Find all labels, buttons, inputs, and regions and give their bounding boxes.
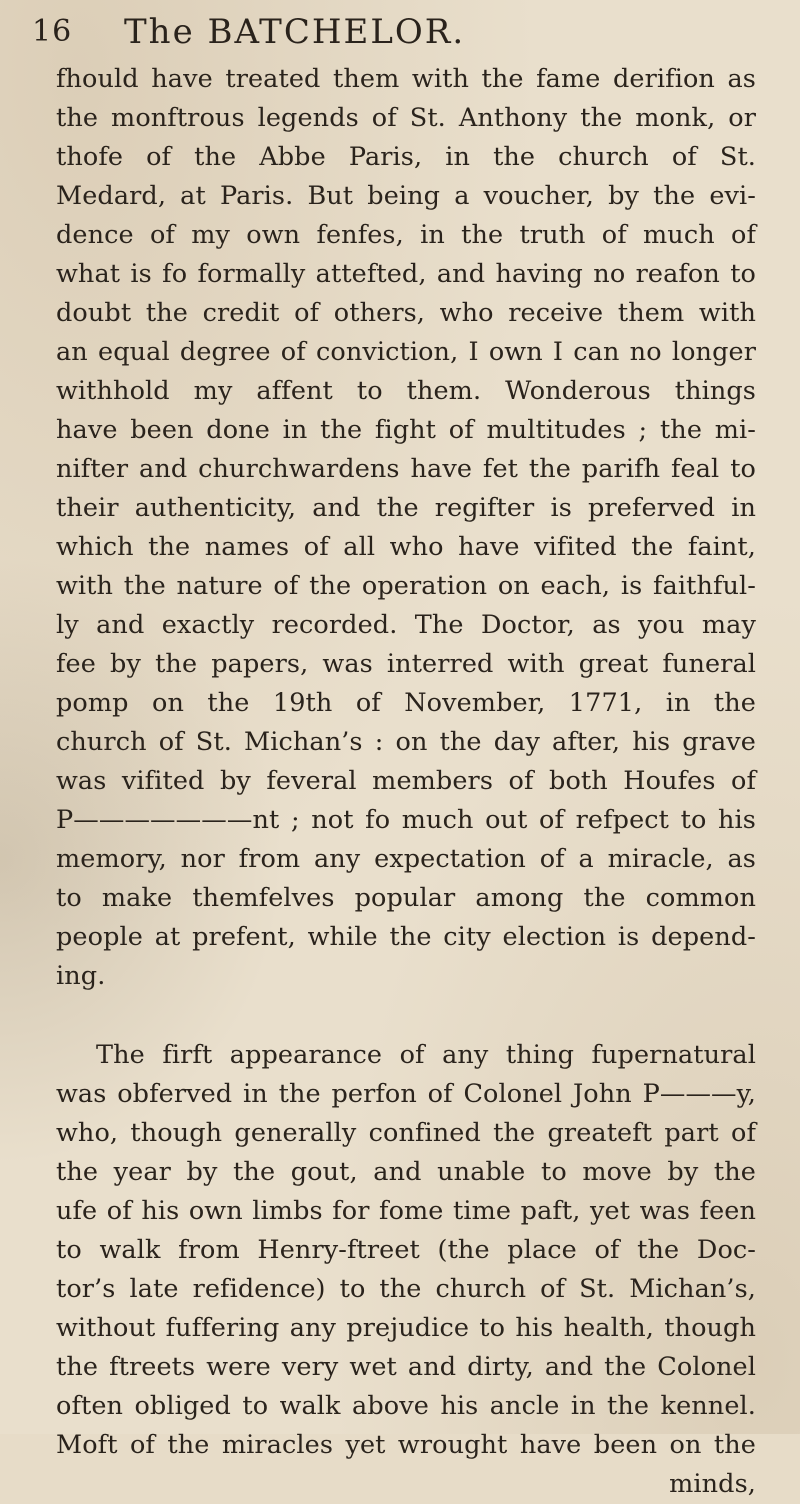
text-line: with the nature of the operation on each, is faithful-	[56, 571, 756, 601]
body-text	[56, 60, 756, 1504]
text-line: an equal degree of conviction, I own I can no longer	[56, 337, 756, 367]
text-line: dence of my own fenfes, in the truth of much of	[56, 220, 756, 250]
page-header	[32, 12, 760, 52]
text-line: tor’s late refidence) to the church of St. Michan’s,	[56, 1274, 756, 1304]
text-line: often obliged to walk above his ancle in the kennel.	[56, 1391, 756, 1421]
text-line: P———————nt ; not fo much out of refpect to his	[56, 805, 756, 835]
text-line: without fuffering any prejudice to his health, though	[56, 1313, 756, 1343]
text-line: their authenticity, and the regifter is preferved in	[56, 493, 756, 523]
text-line: thofe of the Abbe Paris, in the church of St.	[56, 142, 756, 172]
running-title: The BATCHELOR.	[124, 12, 466, 52]
text-line: fhould have treated them with the fame derifion as	[56, 64, 756, 94]
page-number: 16	[32, 14, 73, 49]
text-line: nifter and churchwardens have fet the parifh feal to	[56, 454, 756, 484]
text-line: fee by the papers, was interred with great funeral	[56, 649, 756, 679]
text-line: withhold my affent to them. Wonderous things	[56, 376, 756, 406]
text-line: ly and exactly recorded. The Doctor, as you may	[56, 610, 756, 640]
text-line: Medard, at Paris. But being a voucher, by the evi-	[56, 181, 756, 211]
text-line: people at prefent, while the city election is depend-	[56, 922, 756, 952]
text-line: who, though generally confined the greateft part of	[56, 1118, 756, 1148]
text-line: to make themfelves popular among the common	[56, 883, 756, 913]
text-line: the ftreets were very wet and dirty, and the Colonel	[56, 1352, 756, 1382]
text-line: ufe of his own limbs for fome time paft, yet was feen	[56, 1196, 756, 1226]
text-line: the monftrous legends of St. Anthony the monk, or	[56, 103, 756, 133]
text-line: doubt the credit of others, who receive them with	[56, 298, 756, 328]
text-line: church of St. Michan’s : on the day after, his grave	[56, 727, 756, 757]
text-line: what is fo formally attefted, and having no reafon to	[56, 259, 756, 289]
text-line: pomp on the 19th of November, 1771, in the	[56, 688, 756, 718]
paragraph-1	[56, 60, 756, 996]
text-line: memory, nor from any expectation of a miracle, as	[56, 844, 756, 874]
text-line: was obferved in the perfon of Colonel John P———y,	[56, 1079, 756, 1109]
text-line: The firft appearance of any thing fupernatural	[96, 1040, 756, 1070]
text-line: have been done in the fight of multitudes ; the mi-	[56, 415, 756, 445]
text-line: was vifited by feveral members of both Houfes of	[56, 766, 756, 796]
paragraph-gap	[56, 996, 756, 1036]
text-line: which the names of all who have vifited the faint,	[56, 532, 756, 562]
catchword: minds,	[669, 1469, 756, 1499]
text-line: to walk from Henry-ftreet (the place of the Doc-	[56, 1235, 756, 1265]
text-line: the year by the gout, and unable to move by the	[56, 1157, 756, 1187]
text-line: Moft of the miracles yet wrought have been on the	[56, 1430, 756, 1460]
text-line: ing.	[56, 961, 106, 991]
